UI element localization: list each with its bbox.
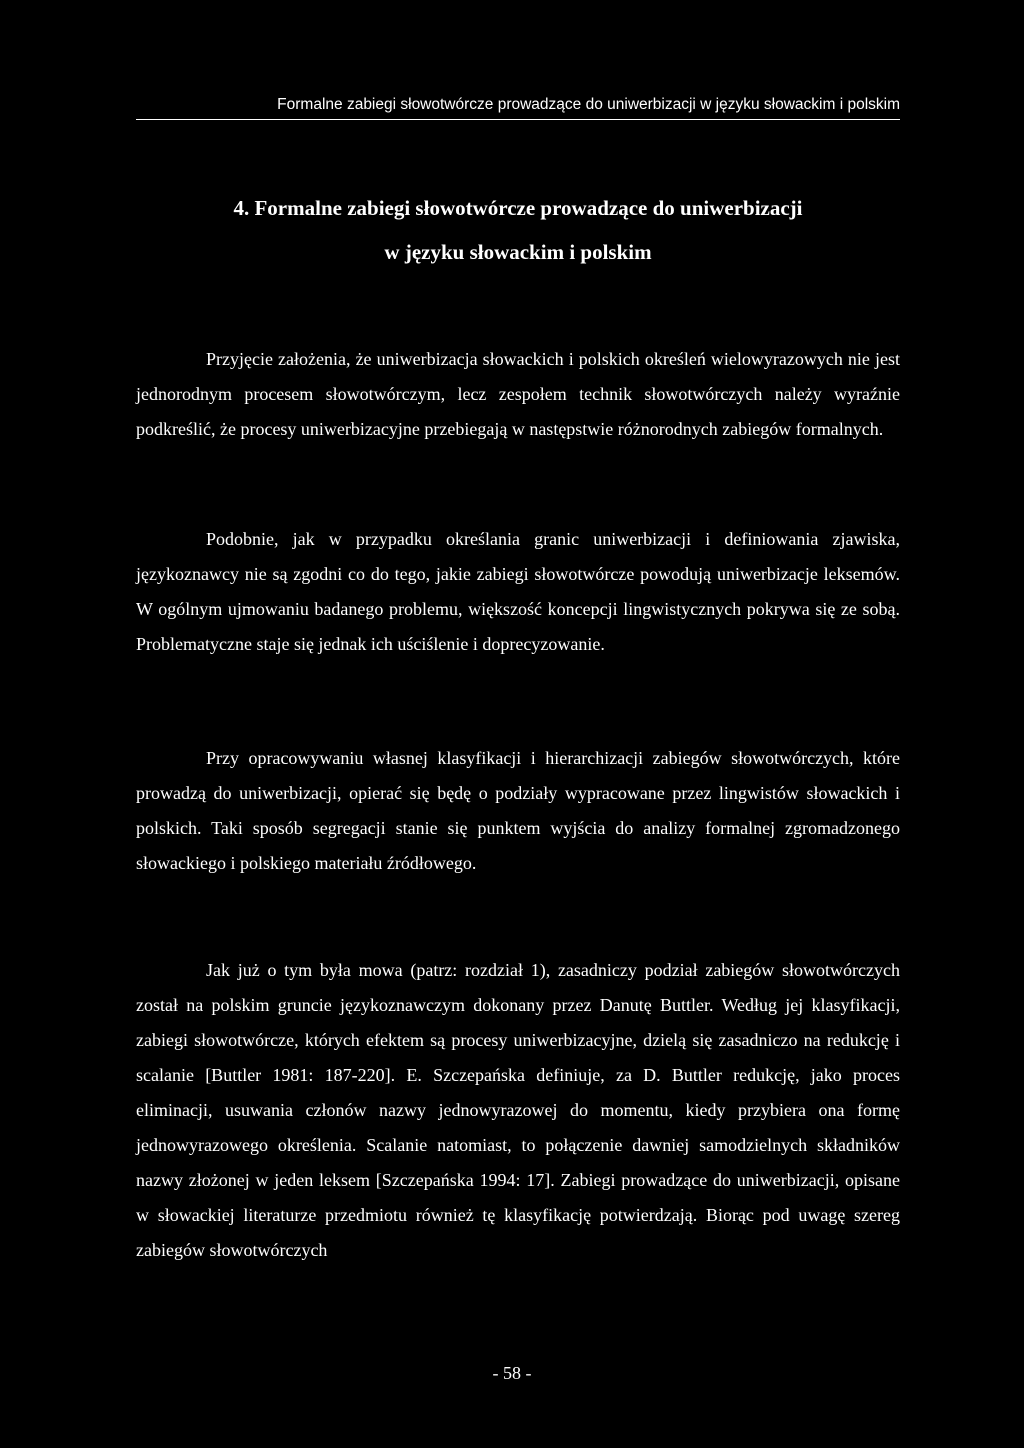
body-paragraph: Przy opracowywaniu własnej klasyfikacji i hierarchizacji zabiegów słowotwórczych, które prowadzą do uniwerbizacji, opierać się będę o podziały wypracowane przez lingwistów słowackich i polskich. Taki sposób segregacji stanie się punktem wyjścia do analizy formalnej zgromadzonego słowackiego i polskiego materiału źródłowego.	[136, 748, 900, 873]
chapter-title-line-2: w języku słowackim i polskim	[384, 240, 652, 264]
chapter-title-line-1: 4. Formalne zabiegi słowotwórcze prowadzące do uniwerbizacji	[233, 196, 803, 220]
chapter-title	[100, 186, 936, 274]
header-rule	[136, 119, 900, 120]
page-number: - 58 -	[492, 1363, 532, 1383]
running-header: Formalne zabiegi słowotwórcze prowadzące do uniwerbizacji w języku słowackim i polskim	[277, 96, 900, 113]
body-paragraph: Jak już o tym była mowa (patrz: rozdział 1), zasadniczy podział zabiegów słowotwórczych został na polskim gruncie językoznawczym dokonany przez Danutę Buttler. Według jej klasyfikacji, zabiegi słowotwórcze, których efektem są procesy uniwerbizacyjne, dzielą się zasadniczo na redukcję i scalanie [Buttler 1981: 187-220]. E. Szczepańska definiuje, za D. Buttler redukcję, jako proces eliminacji, usuwania członów nazwy jednowyrazowej do momentu, kiedy przybiera ona formę jednowyrazowego określenia. Scalanie natomiast, to połączenie dawniej samodzielnych składników nazwy złożonej w jeden leksem [Szczepańska 1994: 17]. Zabiegi prowadzące do uniwerbizacji, opisane w słowackiej literaturze przedmiotu również tę klasyfikację potwierdzają. Biorąc pod uwagę szereg zabiegów słowotwórczych	[136, 960, 900, 1260]
body-paragraph: Przyjęcie założenia, że uniwerbizacja słowackich i polskich określeń wielowyrazowych nie jest jednorodnym procesem słowotwórczym, lecz zespołem technik słowotwórczych należy wyraźnie podkreślić, że procesy uniwerbizacyjne przebiegają w następstwie różnorodnych zabiegów formalnych.	[136, 349, 900, 439]
body-paragraph: Podobnie, jak w przypadku określania granic uniwerbizacji i definiowania zjawiska, językoznawcy nie są zgodni co do tego, jakie zabiegi słowotwórcze powodują uniwerbizacje leksemów. W ogólnym ujmowaniu badanego problemu, większość koncepcji lingwistycznych pokrywa się ze sobą. Problematyczne staje się jednak ich uściślenie i doprecyzowanie.	[136, 529, 900, 654]
